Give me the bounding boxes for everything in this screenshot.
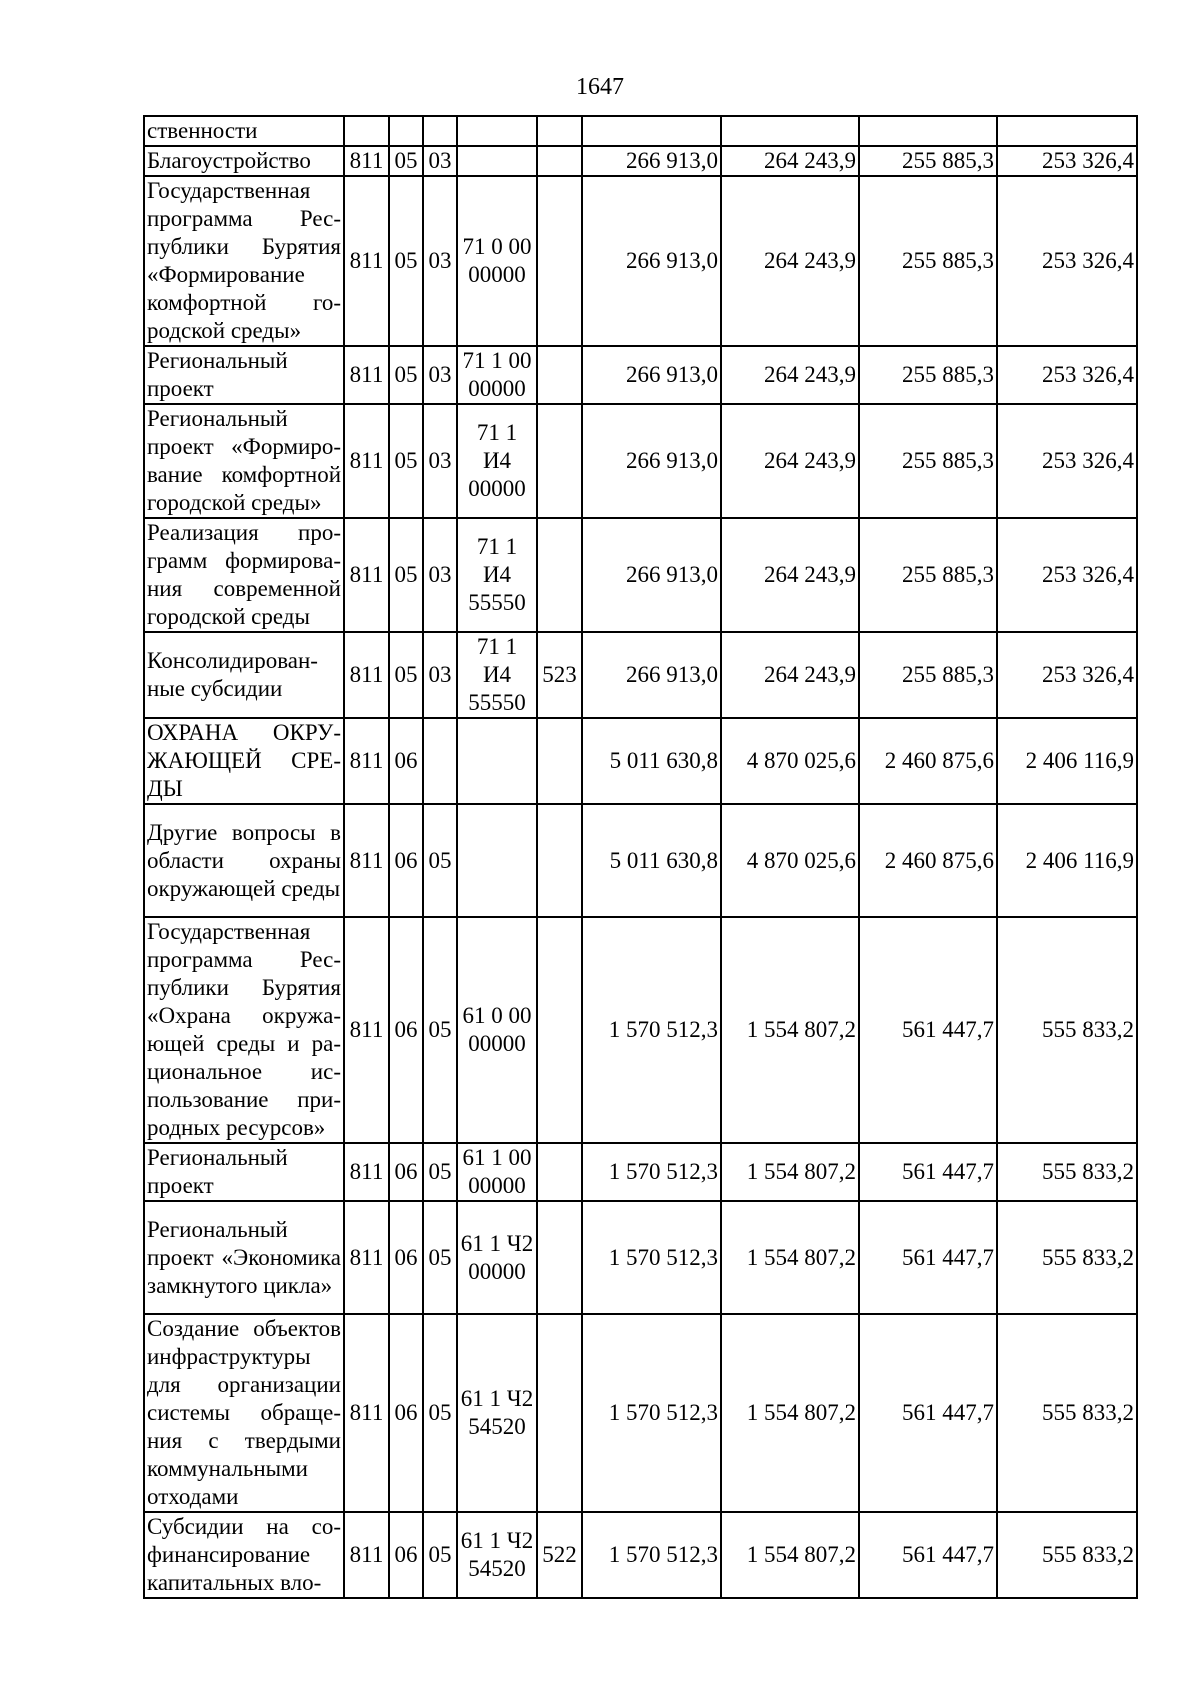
row-csr-code bbox=[457, 718, 537, 804]
row-value-2: 1 554 807,2 bbox=[721, 1512, 859, 1598]
row-gr-code: 811 bbox=[344, 917, 389, 1143]
row-csr-code: 71 1 И4 55550 bbox=[457, 518, 537, 632]
row-rz-code: 06 bbox=[389, 1201, 423, 1314]
row-value-1: 1 570 512,3 bbox=[582, 1201, 721, 1314]
row-gr-code: 811 bbox=[344, 404, 389, 518]
page-number: 1647 bbox=[576, 74, 624, 100]
row-value-4: 253 326,4 bbox=[997, 176, 1137, 346]
row-pr-code: 03 bbox=[423, 404, 457, 518]
row-rz-code: 05 bbox=[389, 146, 423, 176]
row-csr-code: 71 1 И4 00000 bbox=[457, 404, 537, 518]
row-value-4: 555 833,2 bbox=[997, 1314, 1137, 1512]
row-value-4: 253 326,4 bbox=[997, 346, 1137, 404]
row-rz-code: 05 bbox=[389, 518, 423, 632]
row-value-3: 561 447,7 bbox=[859, 917, 997, 1143]
row-csr-code: 61 1 Ч2 54520 bbox=[457, 1314, 537, 1512]
row-rz-code: 05 bbox=[389, 632, 423, 718]
row-value-2: 264 243,9 bbox=[721, 518, 859, 632]
row-value-1: 266 913,0 bbox=[582, 346, 721, 404]
row-value-2: 264 243,9 bbox=[721, 346, 859, 404]
row-value-3: 255 885,3 bbox=[859, 346, 997, 404]
row-value-3: 255 885,3 bbox=[859, 518, 997, 632]
row-value-4: 253 326,4 bbox=[997, 632, 1137, 718]
row-gr-code: 811 bbox=[344, 518, 389, 632]
row-vr-code bbox=[537, 718, 582, 804]
row-gr-code bbox=[344, 116, 389, 146]
row-csr-code: 61 0 00 00000 bbox=[457, 917, 537, 1143]
row-name: Государственная программа Республики Бурятия «Охрана окружающей среды и рациональное использование природных ресурсов» bbox=[144, 917, 344, 1143]
row-value-3: 255 885,3 bbox=[859, 176, 997, 346]
table-row bbox=[144, 1201, 1137, 1314]
row-vr-code bbox=[537, 1314, 582, 1512]
row-pr-code: 05 bbox=[423, 917, 457, 1143]
row-pr-code: 05 bbox=[423, 1512, 457, 1598]
row-gr-code: 811 bbox=[344, 1314, 389, 1512]
row-value-2: 1 554 807,2 bbox=[721, 1201, 859, 1314]
row-value-3: 255 885,3 bbox=[859, 404, 997, 518]
row-value-4: 2 406 116,9 bbox=[997, 804, 1137, 917]
row-gr-code: 811 bbox=[344, 1201, 389, 1314]
row-name: Региональный проект «Экономика замкнутого цикла» bbox=[144, 1201, 344, 1314]
row-pr-code bbox=[423, 718, 457, 804]
row-value-2: 264 243,9 bbox=[721, 176, 859, 346]
row-rz-code: 06 bbox=[389, 718, 423, 804]
row-value-3: 255 885,3 bbox=[859, 632, 997, 718]
table-row bbox=[144, 718, 1137, 804]
row-gr-code: 811 bbox=[344, 176, 389, 346]
row-value-2: 264 243,9 bbox=[721, 146, 859, 176]
row-name: Реализация программ формирования современной городской среды bbox=[144, 518, 344, 632]
row-name: Региональный проект bbox=[144, 346, 344, 404]
row-name: Консолидированные субсидии bbox=[144, 632, 344, 718]
row-csr-code: 71 1 И4 55550 bbox=[457, 632, 537, 718]
table-row bbox=[144, 1512, 1137, 1598]
row-value-4: 253 326,4 bbox=[997, 146, 1137, 176]
row-vr-code bbox=[537, 804, 582, 917]
row-name: ственности bbox=[144, 116, 344, 146]
row-pr-code: 03 bbox=[423, 346, 457, 404]
row-name: Другие вопросы в области охраны окружающей среды bbox=[144, 804, 344, 917]
row-value-3: 561 447,7 bbox=[859, 1201, 997, 1314]
row-vr-code bbox=[537, 404, 582, 518]
table-row bbox=[144, 116, 1137, 146]
row-vr-code: 522 bbox=[537, 1512, 582, 1598]
row-vr-code bbox=[537, 1143, 582, 1201]
row-name: Создание объектов инфраструктуры для организации системы обращения с твердыми коммунальными отходами bbox=[144, 1314, 344, 1512]
row-value-3: 561 447,7 bbox=[859, 1143, 997, 1201]
row-name: Региональный проект bbox=[144, 1143, 344, 1201]
budget-table bbox=[143, 115, 1138, 1599]
row-pr-code: 05 bbox=[423, 804, 457, 917]
row-vr-code bbox=[537, 176, 582, 346]
row-value-1: 1 570 512,3 bbox=[582, 1512, 721, 1598]
row-vr-code bbox=[537, 518, 582, 632]
row-vr-code bbox=[537, 917, 582, 1143]
table-row bbox=[144, 518, 1137, 632]
row-value-4: 253 326,4 bbox=[997, 404, 1137, 518]
row-rz-code: 05 bbox=[389, 176, 423, 346]
row-value-2: 1 554 807,2 bbox=[721, 1314, 859, 1512]
row-gr-code: 811 bbox=[344, 346, 389, 404]
row-value-4: 2 406 116,9 bbox=[997, 718, 1137, 804]
row-value-1: 1 570 512,3 bbox=[582, 917, 721, 1143]
row-gr-code: 811 bbox=[344, 804, 389, 917]
row-vr-code bbox=[537, 1201, 582, 1314]
row-name: Государственная программа Республики Бурятия «Формирование комфортной городской среды» bbox=[144, 176, 344, 346]
row-name: Субсидии на софинансирование капитальных вло- bbox=[144, 1512, 344, 1598]
table-row bbox=[144, 804, 1137, 917]
row-name: Благоустройство bbox=[144, 146, 344, 176]
row-vr-code bbox=[537, 346, 582, 404]
table-row bbox=[144, 146, 1137, 176]
row-rz-code: 06 bbox=[389, 1143, 423, 1201]
row-pr-code bbox=[423, 116, 457, 146]
row-value-3: 255 885,3 bbox=[859, 146, 997, 176]
row-rz-code: 05 bbox=[389, 346, 423, 404]
row-value-4 bbox=[997, 116, 1137, 146]
row-value-4: 555 833,2 bbox=[997, 1201, 1137, 1314]
row-csr-code: 61 1 Ч2 54520 bbox=[457, 1512, 537, 1598]
row-value-2: 1 554 807,2 bbox=[721, 917, 859, 1143]
row-gr-code: 811 bbox=[344, 1512, 389, 1598]
row-pr-code: 03 bbox=[423, 176, 457, 346]
table-row bbox=[144, 176, 1137, 346]
row-value-1 bbox=[582, 116, 721, 146]
row-pr-code: 05 bbox=[423, 1143, 457, 1201]
row-rz-code: 06 bbox=[389, 1512, 423, 1598]
table-row bbox=[144, 632, 1137, 718]
row-csr-code bbox=[457, 804, 537, 917]
table-row bbox=[144, 917, 1137, 1143]
row-rz-code bbox=[389, 116, 423, 146]
row-value-2: 1 554 807,2 bbox=[721, 1143, 859, 1201]
row-name: Региональный проект «Формирование комфортной городской среды» bbox=[144, 404, 344, 518]
row-pr-code: 05 bbox=[423, 1201, 457, 1314]
row-value-1: 5 011 630,8 bbox=[582, 718, 721, 804]
row-value-1: 1 570 512,3 bbox=[582, 1314, 721, 1512]
row-value-3: 561 447,7 bbox=[859, 1512, 997, 1598]
row-pr-code: 03 bbox=[423, 146, 457, 176]
row-vr-code bbox=[537, 116, 582, 146]
row-gr-code: 811 bbox=[344, 632, 389, 718]
row-pr-code: 03 bbox=[423, 518, 457, 632]
row-csr-code: 61 1 00 00000 bbox=[457, 1143, 537, 1201]
row-value-4: 253 326,4 bbox=[997, 518, 1137, 632]
row-value-2: 4 870 025,6 bbox=[721, 718, 859, 804]
row-value-2 bbox=[721, 116, 859, 146]
row-value-1: 266 913,0 bbox=[582, 632, 721, 718]
row-value-1: 266 913,0 bbox=[582, 518, 721, 632]
row-csr-code: 71 0 00 00000 bbox=[457, 176, 537, 346]
row-rz-code: 06 bbox=[389, 1314, 423, 1512]
table-row bbox=[144, 1143, 1137, 1201]
row-value-2: 264 243,9 bbox=[721, 404, 859, 518]
row-value-1: 266 913,0 bbox=[582, 146, 721, 176]
row-csr-code bbox=[457, 146, 537, 176]
row-pr-code: 03 bbox=[423, 632, 457, 718]
table-row bbox=[144, 404, 1137, 518]
row-gr-code: 811 bbox=[344, 718, 389, 804]
row-gr-code: 811 bbox=[344, 146, 389, 176]
row-name: ОХРАНА ОКРУЖАЮЩЕЙ СРЕДЫ bbox=[144, 718, 344, 804]
row-pr-code: 05 bbox=[423, 1314, 457, 1512]
row-value-1: 5 011 630,8 bbox=[582, 804, 721, 917]
row-value-1: 266 913,0 bbox=[582, 404, 721, 518]
row-value-4: 555 833,2 bbox=[997, 1512, 1137, 1598]
row-value-1: 266 913,0 bbox=[582, 176, 721, 346]
row-csr-code: 61 1 Ч2 00000 bbox=[457, 1201, 537, 1314]
row-csr-code bbox=[457, 116, 537, 146]
row-rz-code: 05 bbox=[389, 404, 423, 518]
table-row bbox=[144, 1314, 1137, 1512]
row-value-3: 561 447,7 bbox=[859, 1314, 997, 1512]
row-vr-code: 523 bbox=[537, 632, 582, 718]
table-row bbox=[144, 346, 1137, 404]
row-value-1: 1 570 512,3 bbox=[582, 1143, 721, 1201]
row-value-2: 264 243,9 bbox=[721, 632, 859, 718]
row-rz-code: 06 bbox=[389, 917, 423, 1143]
row-gr-code: 811 bbox=[344, 1143, 389, 1201]
row-value-2: 4 870 025,6 bbox=[721, 804, 859, 917]
row-rz-code: 06 bbox=[389, 804, 423, 917]
row-value-3: 2 460 875,6 bbox=[859, 718, 997, 804]
row-csr-code: 71 1 00 00000 bbox=[457, 346, 537, 404]
row-value-3: 2 460 875,6 bbox=[859, 804, 997, 917]
row-value-3 bbox=[859, 116, 997, 146]
row-vr-code bbox=[537, 146, 582, 176]
row-value-4: 555 833,2 bbox=[997, 1143, 1137, 1201]
row-value-4: 555 833,2 bbox=[997, 917, 1137, 1143]
